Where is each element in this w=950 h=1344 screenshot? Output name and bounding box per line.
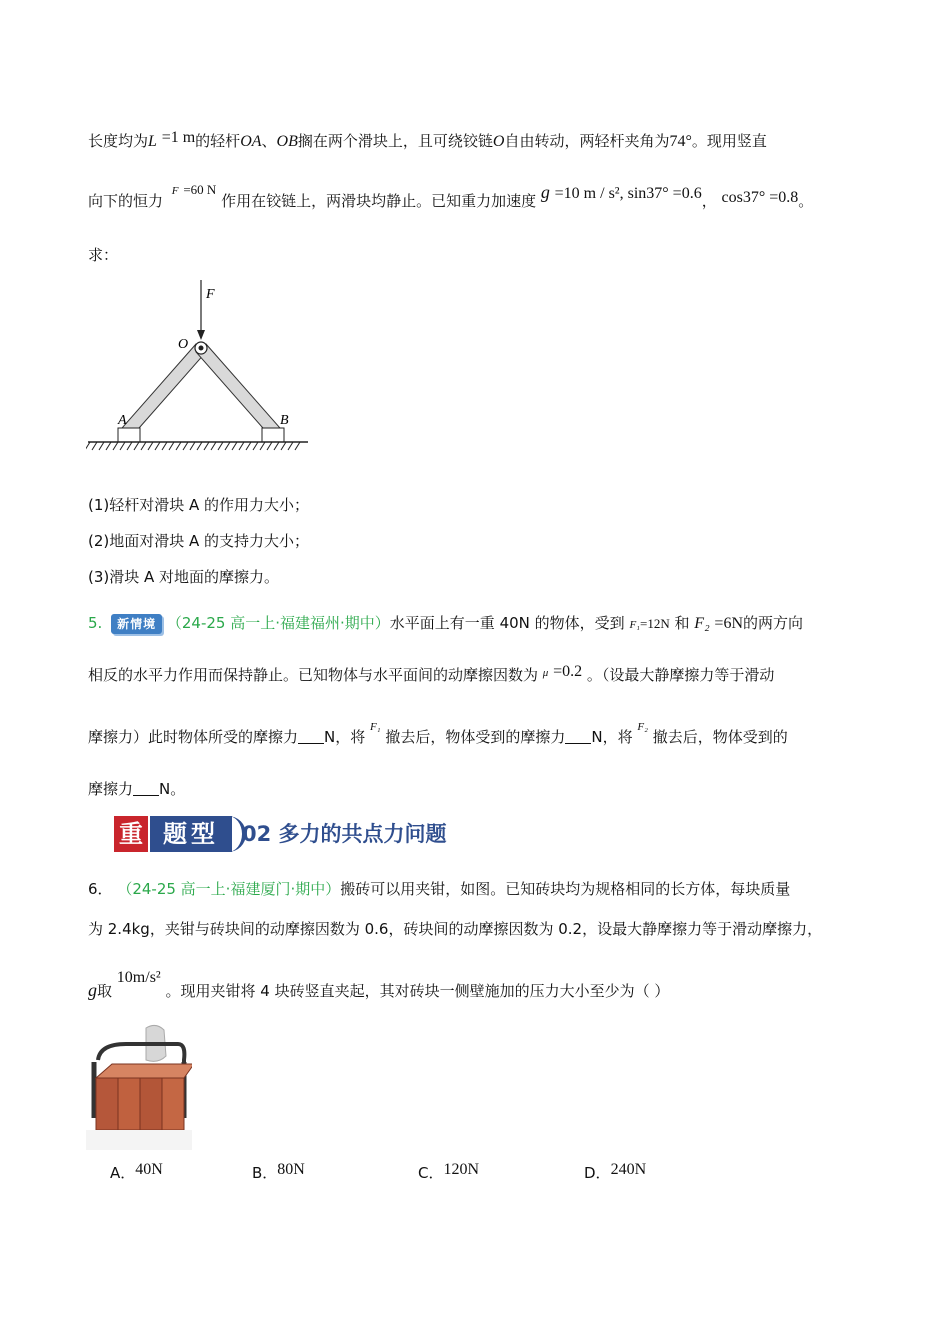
p4-question-3: (3)滑块 A 对地面的摩擦力。 (88, 568, 280, 586)
p5-line-2 (88, 664, 774, 685)
text: 向下的恒力 (88, 192, 164, 210)
hatch-line (134, 442, 139, 450)
text: 搁在两个滑块上，且可绕铰链 (297, 132, 493, 150)
hatch-line (267, 442, 272, 450)
p5-line-3 (88, 721, 788, 747)
hatch-line (253, 442, 258, 450)
rod-OB (196, 344, 280, 436)
option-value: 240N (610, 1161, 647, 1178)
option-value: 40N (135, 1161, 163, 1178)
text: 的两方向 (743, 614, 804, 632)
text: 相反的水平力作用而保持静止。已知物体与水平面间的动摩擦因数为 (88, 666, 539, 684)
option-letter: D． (584, 1164, 611, 1182)
p4-line-1 (88, 130, 767, 151)
cos-value: cos37° =0.8 (721, 189, 799, 206)
slider-A (118, 428, 140, 442)
p5-line-1 (88, 612, 803, 634)
p5-line-4 (88, 778, 185, 799)
var-O: O (492, 133, 505, 150)
text: 取 (97, 982, 113, 1000)
new-context-badge: 新情境 (111, 614, 162, 634)
option-d[interactable] (584, 1162, 646, 1183)
hatch-line (218, 442, 223, 450)
var-F1-value: =12N (639, 616, 670, 631)
label-A: A (118, 413, 127, 428)
text: 的轻杆 (195, 132, 241, 150)
text: 摩擦力）此时物体所受的摩擦力 (88, 728, 299, 746)
rod-slider-figure (86, 276, 316, 456)
hatch-line (120, 442, 125, 450)
text: 。现用竖直 (691, 132, 767, 150)
text: 。 (798, 192, 814, 210)
var-OB: OB (276, 133, 298, 150)
var-mu: μ (542, 667, 549, 679)
var-g: g (540, 182, 550, 202)
hatch-line (239, 442, 244, 450)
brick-tongs-photo (86, 1022, 192, 1150)
hatch-line (162, 442, 167, 450)
hatch-line (169, 442, 174, 450)
option-value: 120N (443, 1161, 480, 1178)
hatch-line (99, 442, 104, 450)
slider-B (262, 428, 284, 442)
hatch-line (176, 442, 181, 450)
problem-number: 5. (88, 614, 103, 632)
text: 和 (674, 614, 690, 632)
text: 。现用夹钳将 4 块砖竖直夹起，其对砖块一侧壁施加的压力大小至少为（ ） (165, 982, 670, 1000)
hatch-line (288, 442, 293, 450)
option-value: 80N (277, 1161, 305, 1178)
angle-value: 74° (669, 133, 692, 150)
hatch-line (274, 442, 279, 450)
var-F2: F₂ (694, 615, 710, 632)
problem-source: （24-25 高一上·福建福州·期中） (166, 614, 390, 632)
option-letter: C． (418, 1164, 444, 1182)
label-O: O (178, 337, 189, 352)
section-banner-tixing: 题型 (150, 816, 232, 852)
var-F2: F₂ (637, 721, 648, 733)
hatch-line (183, 442, 188, 450)
hatch-line (295, 442, 300, 450)
text: 搬砖可以用夹钳，如图。已知砖块均为规格相同的长方体，每块质量 (340, 880, 791, 898)
text: 撤去后，物体受到的 (652, 728, 788, 746)
rod-OA (122, 344, 206, 436)
text: N，将 (591, 728, 633, 746)
hatch-line (204, 442, 209, 450)
text: 摩擦力 (88, 780, 134, 798)
hatch-line (260, 442, 265, 450)
var-OA: OA (240, 133, 262, 150)
hatch-line (211, 442, 216, 450)
hatch-line (197, 442, 202, 450)
text: 水平面上有一重 40N 的物体，受到 (389, 614, 625, 632)
hatch-line (86, 442, 90, 450)
g-sin-values: =10 m / s², sin37° =0.6 (554, 185, 702, 202)
var-F: F (171, 185, 179, 197)
option-b[interactable] (252, 1162, 305, 1183)
text: 自由转动，两轻杆夹角为 (504, 132, 670, 150)
var-F-value: =60 N (183, 182, 217, 197)
hatch-line (92, 442, 97, 450)
hatch-line (127, 442, 132, 450)
option-letter: A． (110, 1164, 136, 1182)
hatch-line (155, 442, 160, 450)
option-a[interactable] (110, 1162, 163, 1183)
hatch-line (190, 442, 195, 450)
hatch-line (148, 442, 153, 450)
hatch-line (281, 442, 286, 450)
answer-blank-3[interactable] (133, 781, 159, 796)
text: 作用在铰链上，两滑块均静止。已知重力加速度 (221, 192, 537, 210)
ground-hatch (86, 442, 300, 450)
hatch-line (225, 442, 230, 450)
label-F: F (206, 287, 215, 302)
p4-question-1: (1)轻杆对滑块 A 的作用力大小； (88, 496, 310, 514)
option-c[interactable] (418, 1162, 479, 1183)
problem-source: （24-25 高一上·福建厦门·期中） (117, 880, 341, 898)
hatch-line (232, 442, 237, 450)
var-F2-value: =6N (714, 615, 743, 632)
label-B: B (280, 413, 289, 428)
answer-blank-1[interactable] (298, 729, 324, 744)
p6-line-3 (88, 969, 670, 1001)
p6-line-2: 为 2.4kg，夹钳与砖块间的动摩擦因数为 0.6，砖块间的动摩擦因数为 0.2，设最大静摩擦力等于滑动摩擦力， (88, 920, 823, 938)
text: N，将 (324, 728, 366, 746)
option-letter: B． (252, 1164, 278, 1182)
text: ， (701, 192, 717, 210)
answer-blank-2[interactable] (565, 729, 591, 744)
hatch-line (141, 442, 146, 450)
force-arrow-head (197, 330, 205, 340)
problem-number: 6． (88, 880, 113, 898)
hatch-line (113, 442, 118, 450)
var-g: g (88, 980, 97, 1000)
g-value: 10m/s² (116, 969, 161, 986)
section-banner-zhong: 重 (114, 816, 148, 852)
p4-question-2: (2)地面对滑块 A 的支持力大小； (88, 532, 310, 550)
var-mu-value: =0.2 (553, 663, 583, 680)
var-L: L (148, 133, 157, 150)
var-F1: F₁ (629, 619, 640, 631)
p6-line-1 (88, 878, 790, 899)
text: 长度均为 (88, 132, 149, 150)
text: 、 (261, 132, 277, 150)
hatch-line (106, 442, 111, 450)
p4-line-3: 求： (88, 246, 119, 264)
var-L-value: =1 m (161, 129, 196, 146)
section-title: 02 多力的共点力问题 (242, 822, 447, 846)
text: 。（设最大静摩擦力等于滑动 (586, 666, 775, 684)
var-F1: F₁ (370, 721, 381, 733)
text: N。 (159, 780, 186, 798)
hinge-O-pin (199, 346, 204, 351)
p4-line-2 (88, 182, 814, 211)
text: 撤去后，物体受到的摩擦力 (385, 728, 566, 746)
hatch-line (246, 442, 251, 450)
